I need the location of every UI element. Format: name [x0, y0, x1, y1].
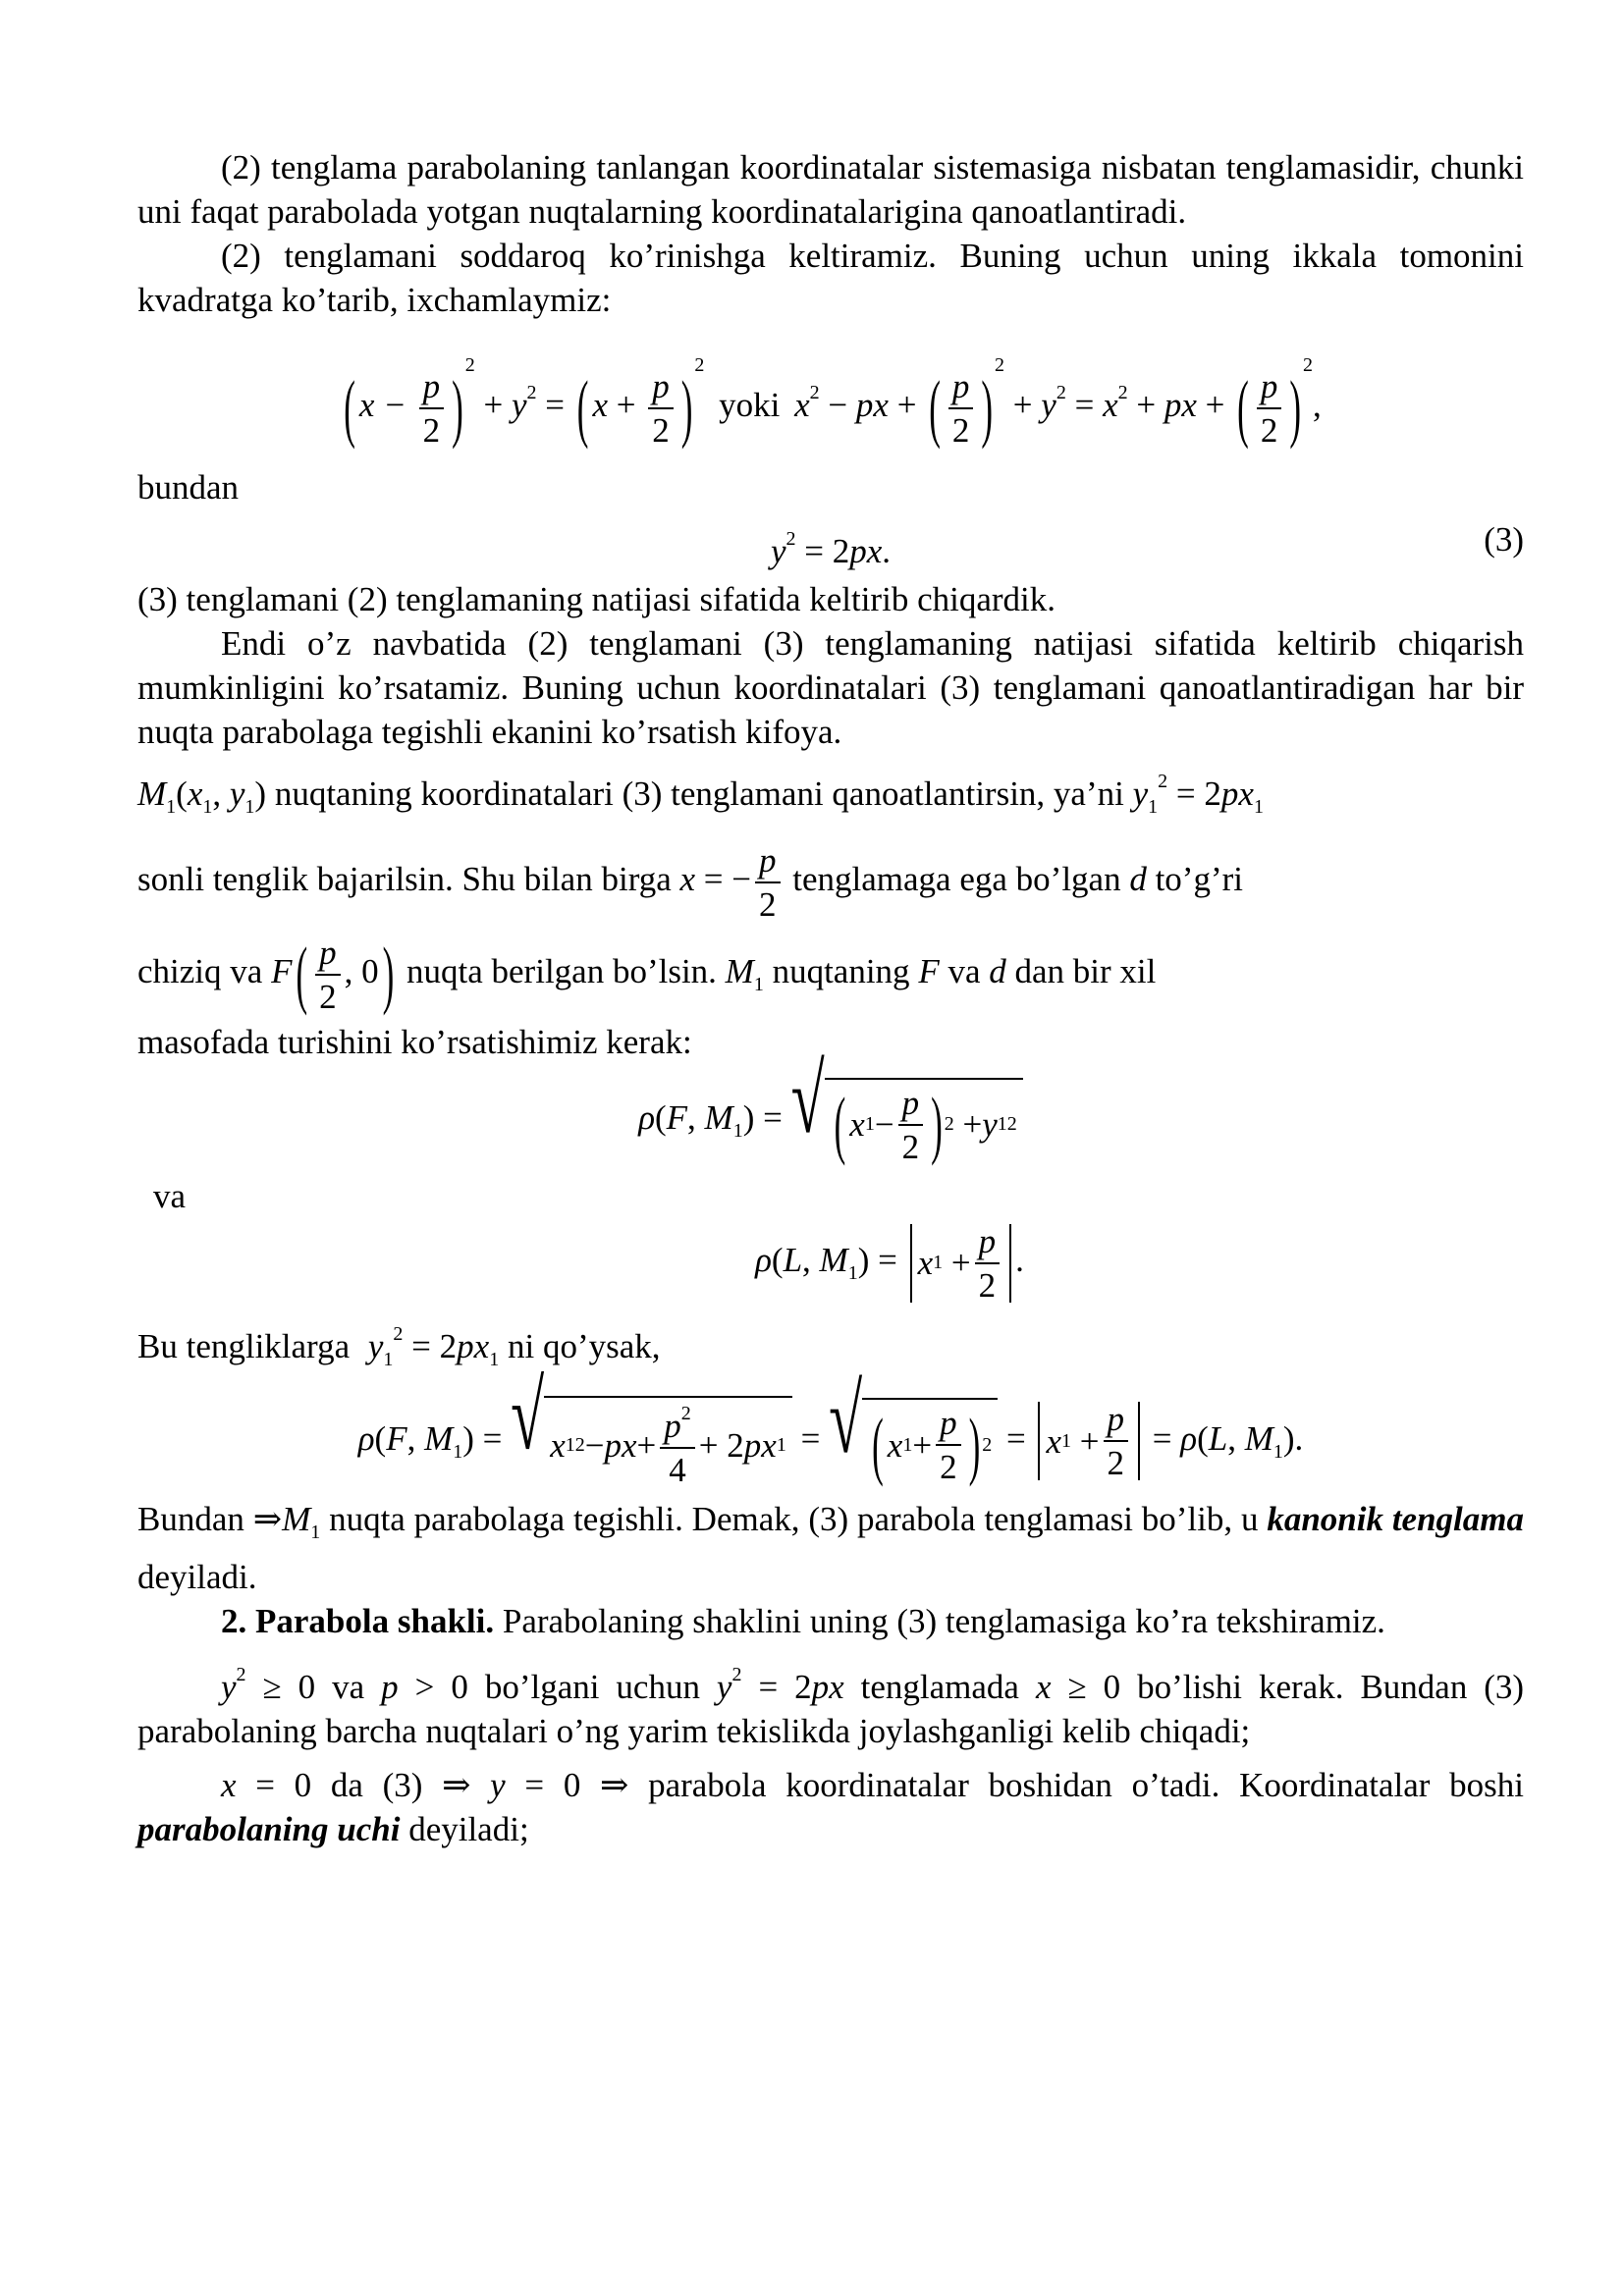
- paragraph-conclusion: Bundan $\Rightarrow M_1$ nuqta parabolaga tegishli. Demak, (3) parabola tenglamasi bo’lib, u kanonik tenglama deyiladi.: [137, 1499, 1524, 1596]
- paragraph-derived: (3) tenglamani (2) tenglamaning natijasi sifatida keltirib chiqardik.: [137, 579, 1056, 618]
- paragraph-nonnegative: $y^2 \ge 0$ va p > 0 bo’lgani uchun $y^2 = 2px$ tenglamada x ≥ 0 bo’lishi kerak. Bundan (3) parabolaning barcha nuqtalari o’ng yarim tekislikda joylashganligi kelib chiqadi;: [137, 1663, 1525, 1750]
- equation-distance-focus: ρ(F, $M_1$) = √ ( x 1 − $\frac{p}{2}$ ) 2 + y 1 2: [137, 1078, 1524, 1164]
- paragraph-directrix: sonli tenglik bajarilsin. Shu bilan birga x = − $\frac{p}{2}$ tenglamaga ega bo’lgan d to’g’ri: [137, 840, 1243, 924]
- paragraph-focus: chiziq va F ( $\frac{p}{2}$ , 0 ) nuqta berilgan bo’lsin. $M_1$ nuqtaning F va d dan bir xil: [137, 933, 1157, 1017]
- word-va: va: [153, 1176, 187, 1215]
- word-yoki: yoki: [719, 386, 781, 424]
- paragraph-simplify: (2) tenglamani soddaroq ko’rinishga keltiramiz. Buning uchun uning ikkala tomonini kvadratga ko’tarib, ixchamlaymiz:: [137, 237, 1524, 319]
- equation-distance-line: ρ(L, $M_1) = x$ 1 + $\frac{p}{2}$ .: [755, 1221, 1024, 1305]
- word-bundan: bundan: [137, 467, 240, 507]
- term-kanonik-tenglama: kanonik tenglama: [1267, 1499, 1524, 1538]
- equation-3: $y^2 = 2px$. (3): [137, 517, 1524, 573]
- equation-3-label: (3): [1484, 519, 1524, 559]
- paragraph-point-m1: $M_1(x_1$, $y_1$) nuqtaning koordinatalari (3) tenglamani qanoatlantirsin, ya’ni $y_1^2 = 2px_1$: [137, 770, 1264, 818]
- paragraph-section-2: 2. Parabola shakli. Parabolaning shaklini uning (3) tenglamasiga ko’ra tekshiramiz.: [221, 1601, 1385, 1640]
- paragraph-equation-2-meaning: (2) tenglama parabolaning tanlangan koordinatalar sistemasiga nisbatan tenglamasidir, chunki uni faqat parabolada yotgan nuqtalarning koordinatalarigina qanoatlantiradi.: [137, 148, 1524, 231]
- paragraph-substitute: Bu tengliklarga $y_1^2 = 2px_1$ ni qo’ysak,: [137, 1322, 661, 1370]
- paragraph-converse: Endi o’z navbatida (2) tenglamani (3) tenglamaning natijasi sifatida keltirib chiqarish mumkinligini ko’rsatamiz. Buning uchun koordinatalari (3) tenglamani qanoatlantiradigan har bir nuqta parabolaga tegishli ekanini ko’rsatish kifoya.: [137, 623, 1524, 751]
- equation-final-distance: ρ(F, $M_1$) = √ x 1 2 − px + $\frac{p^2}{4}$ + 2 px 1 = √ ( x 1 + $\frac{p}{2}$ ) 2 = x 1 + $\frac{p}{2}$ = ρ(L, $M_1$).: [357, 1363, 1304, 1489]
- paragraph-show-distance: masofada turishini ko’rsatishimiz kerak:: [137, 1022, 692, 1061]
- section-2-title: 2. Parabola shakli.: [221, 1601, 495, 1640]
- equation-squared-forms: ( x − $\frac{p}{2}$ )$^2 + y^2$ = ( x + $\frac{p}{2}$ )$^2$ yoki $x^2$ − px + ( $\frac{p}{2}$ )$^2 + y^2 = x^2$ + px + ( $\frac{p}{2}$ )$^2$,: [344, 354, 1322, 451]
- paragraph-vertex: x = 0 da (3) ⇒ y = 0 ⇒ parabola koordinatalar boshidan o’tadi. Koordinatalar boshi parabolaning uchi deyiladi;: [137, 1765, 1524, 1848]
- term-parabolaning-uchi: parabolaning uchi: [137, 1809, 401, 1848]
